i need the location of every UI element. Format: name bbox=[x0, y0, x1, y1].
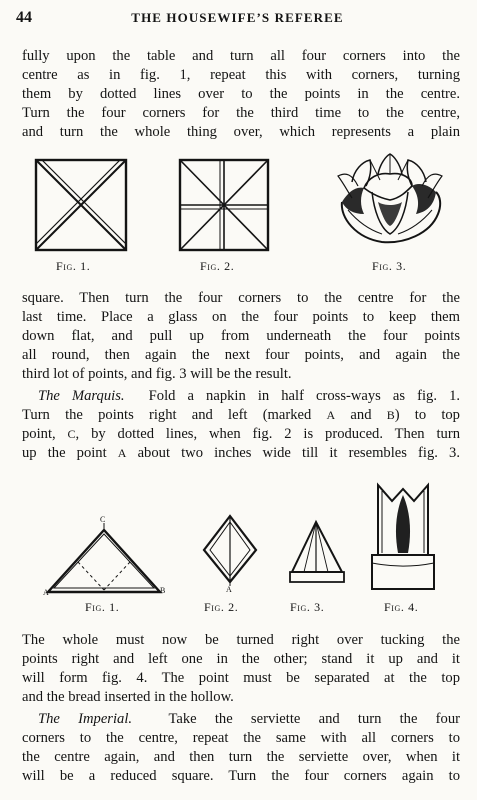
point-label-b: B bbox=[160, 586, 166, 595]
text-run: , by dotted lines, when fig. 2 is produced. Then turn bbox=[75, 426, 460, 442]
figure-caption: Fig. 2. bbox=[200, 259, 235, 273]
text-line: points right and left one in the other; stand it up and it bbox=[22, 651, 460, 667]
letter-mark: C bbox=[67, 427, 76, 441]
point-label-a: A bbox=[226, 585, 233, 594]
running-head bbox=[16, 9, 459, 29]
text-line bbox=[22, 444, 460, 463]
text-line: square. Then turn the four corners to the centre for the bbox=[22, 290, 460, 306]
text-line: last time. Place a glass on the four points to keep them bbox=[22, 309, 460, 325]
text-run: and bbox=[350, 407, 372, 423]
text-line bbox=[22, 425, 460, 444]
text-run: Take the serviette and turn the four bbox=[168, 711, 460, 727]
point-label-c: C bbox=[100, 515, 106, 524]
text-line: centre as in fig. 1, repeat this with corners, turning bbox=[22, 67, 460, 83]
figure-3-mid-pyramid bbox=[284, 520, 348, 586]
text-line bbox=[22, 710, 460, 729]
page-number: 44 bbox=[16, 9, 32, 26]
text-run: Fold a napkin in half cross-ways as fig. 1. bbox=[148, 388, 461, 404]
figure-1-top-square-diagonals bbox=[34, 158, 128, 252]
text-run: up the point bbox=[22, 445, 107, 461]
text-line: and turn the whole thing over, which represents a plain bbox=[22, 124, 460, 140]
figure-3-top-folded-lotus bbox=[334, 152, 446, 248]
figure-caption: Fig. 3. bbox=[290, 600, 325, 614]
figure-2-mid-diamond bbox=[202, 514, 258, 586]
text-line: corners to the centre, repeat the same with all corners to bbox=[22, 730, 460, 746]
figure-caption: Fig. 1. bbox=[56, 259, 91, 273]
figure-caption: Fig. 4. bbox=[384, 600, 419, 614]
text-line: Turn the four corners for the third time to the centre, bbox=[22, 105, 460, 121]
text-line: The whole must now be turned right over tucking the bbox=[22, 632, 460, 648]
running-title: THE HOUSEWIFE’S REFEREE bbox=[131, 10, 344, 25]
figure-caption: Fig. 2. bbox=[204, 600, 239, 614]
figure-caption: Fig. 1. bbox=[85, 600, 120, 614]
paragraph-tucking bbox=[22, 631, 460, 707]
point-label-a: A bbox=[43, 588, 50, 597]
text-line: fully upon the table and turn all four corners into the bbox=[22, 48, 460, 64]
letter-mark: A bbox=[326, 408, 336, 422]
text-run: point, bbox=[22, 426, 56, 442]
figure-1-mid-triangle bbox=[40, 520, 164, 596]
paragraph-continued bbox=[22, 289, 460, 384]
text-line: will form fig. 4. The point must be separated at the top bbox=[22, 670, 460, 686]
text-line: and the bread inserted in the hollow. bbox=[22, 689, 234, 705]
text-line: them by dotted lines over to the points in the centre. bbox=[22, 86, 460, 102]
letter-mark: A bbox=[117, 446, 127, 460]
text-line: third lot of points, and fig. 3 will be the result. bbox=[22, 366, 292, 382]
text-run: about two inches wide till it resembles fig. 3. bbox=[137, 445, 460, 461]
paragraph-intro bbox=[22, 47, 460, 142]
figure-caption: Fig. 3. bbox=[372, 259, 407, 273]
text-run: Turn the points right and left (marked bbox=[22, 407, 312, 423]
text-line bbox=[22, 406, 460, 425]
text-run: ) to top bbox=[394, 407, 460, 423]
text-line: the centre again, and then turn the serviette over, when it bbox=[22, 749, 460, 765]
paragraph-imperial bbox=[22, 710, 460, 786]
figure-4-mid-standing-napkin bbox=[368, 481, 438, 595]
text-line: down flat, and pull up from underneath the four points bbox=[22, 328, 460, 344]
text-line: will be a reduced square. Turn the four corners again to bbox=[22, 768, 460, 784]
section-heading: The Marquis. bbox=[38, 388, 125, 404]
letter-mark: B bbox=[386, 408, 395, 422]
paragraph-marquis bbox=[22, 387, 460, 463]
section-heading: The Imperial. bbox=[38, 711, 133, 727]
figure-2-top-square-cross bbox=[178, 158, 270, 252]
text-line bbox=[22, 387, 460, 406]
text-line: all round, then again the next four points, and again the bbox=[22, 347, 460, 363]
